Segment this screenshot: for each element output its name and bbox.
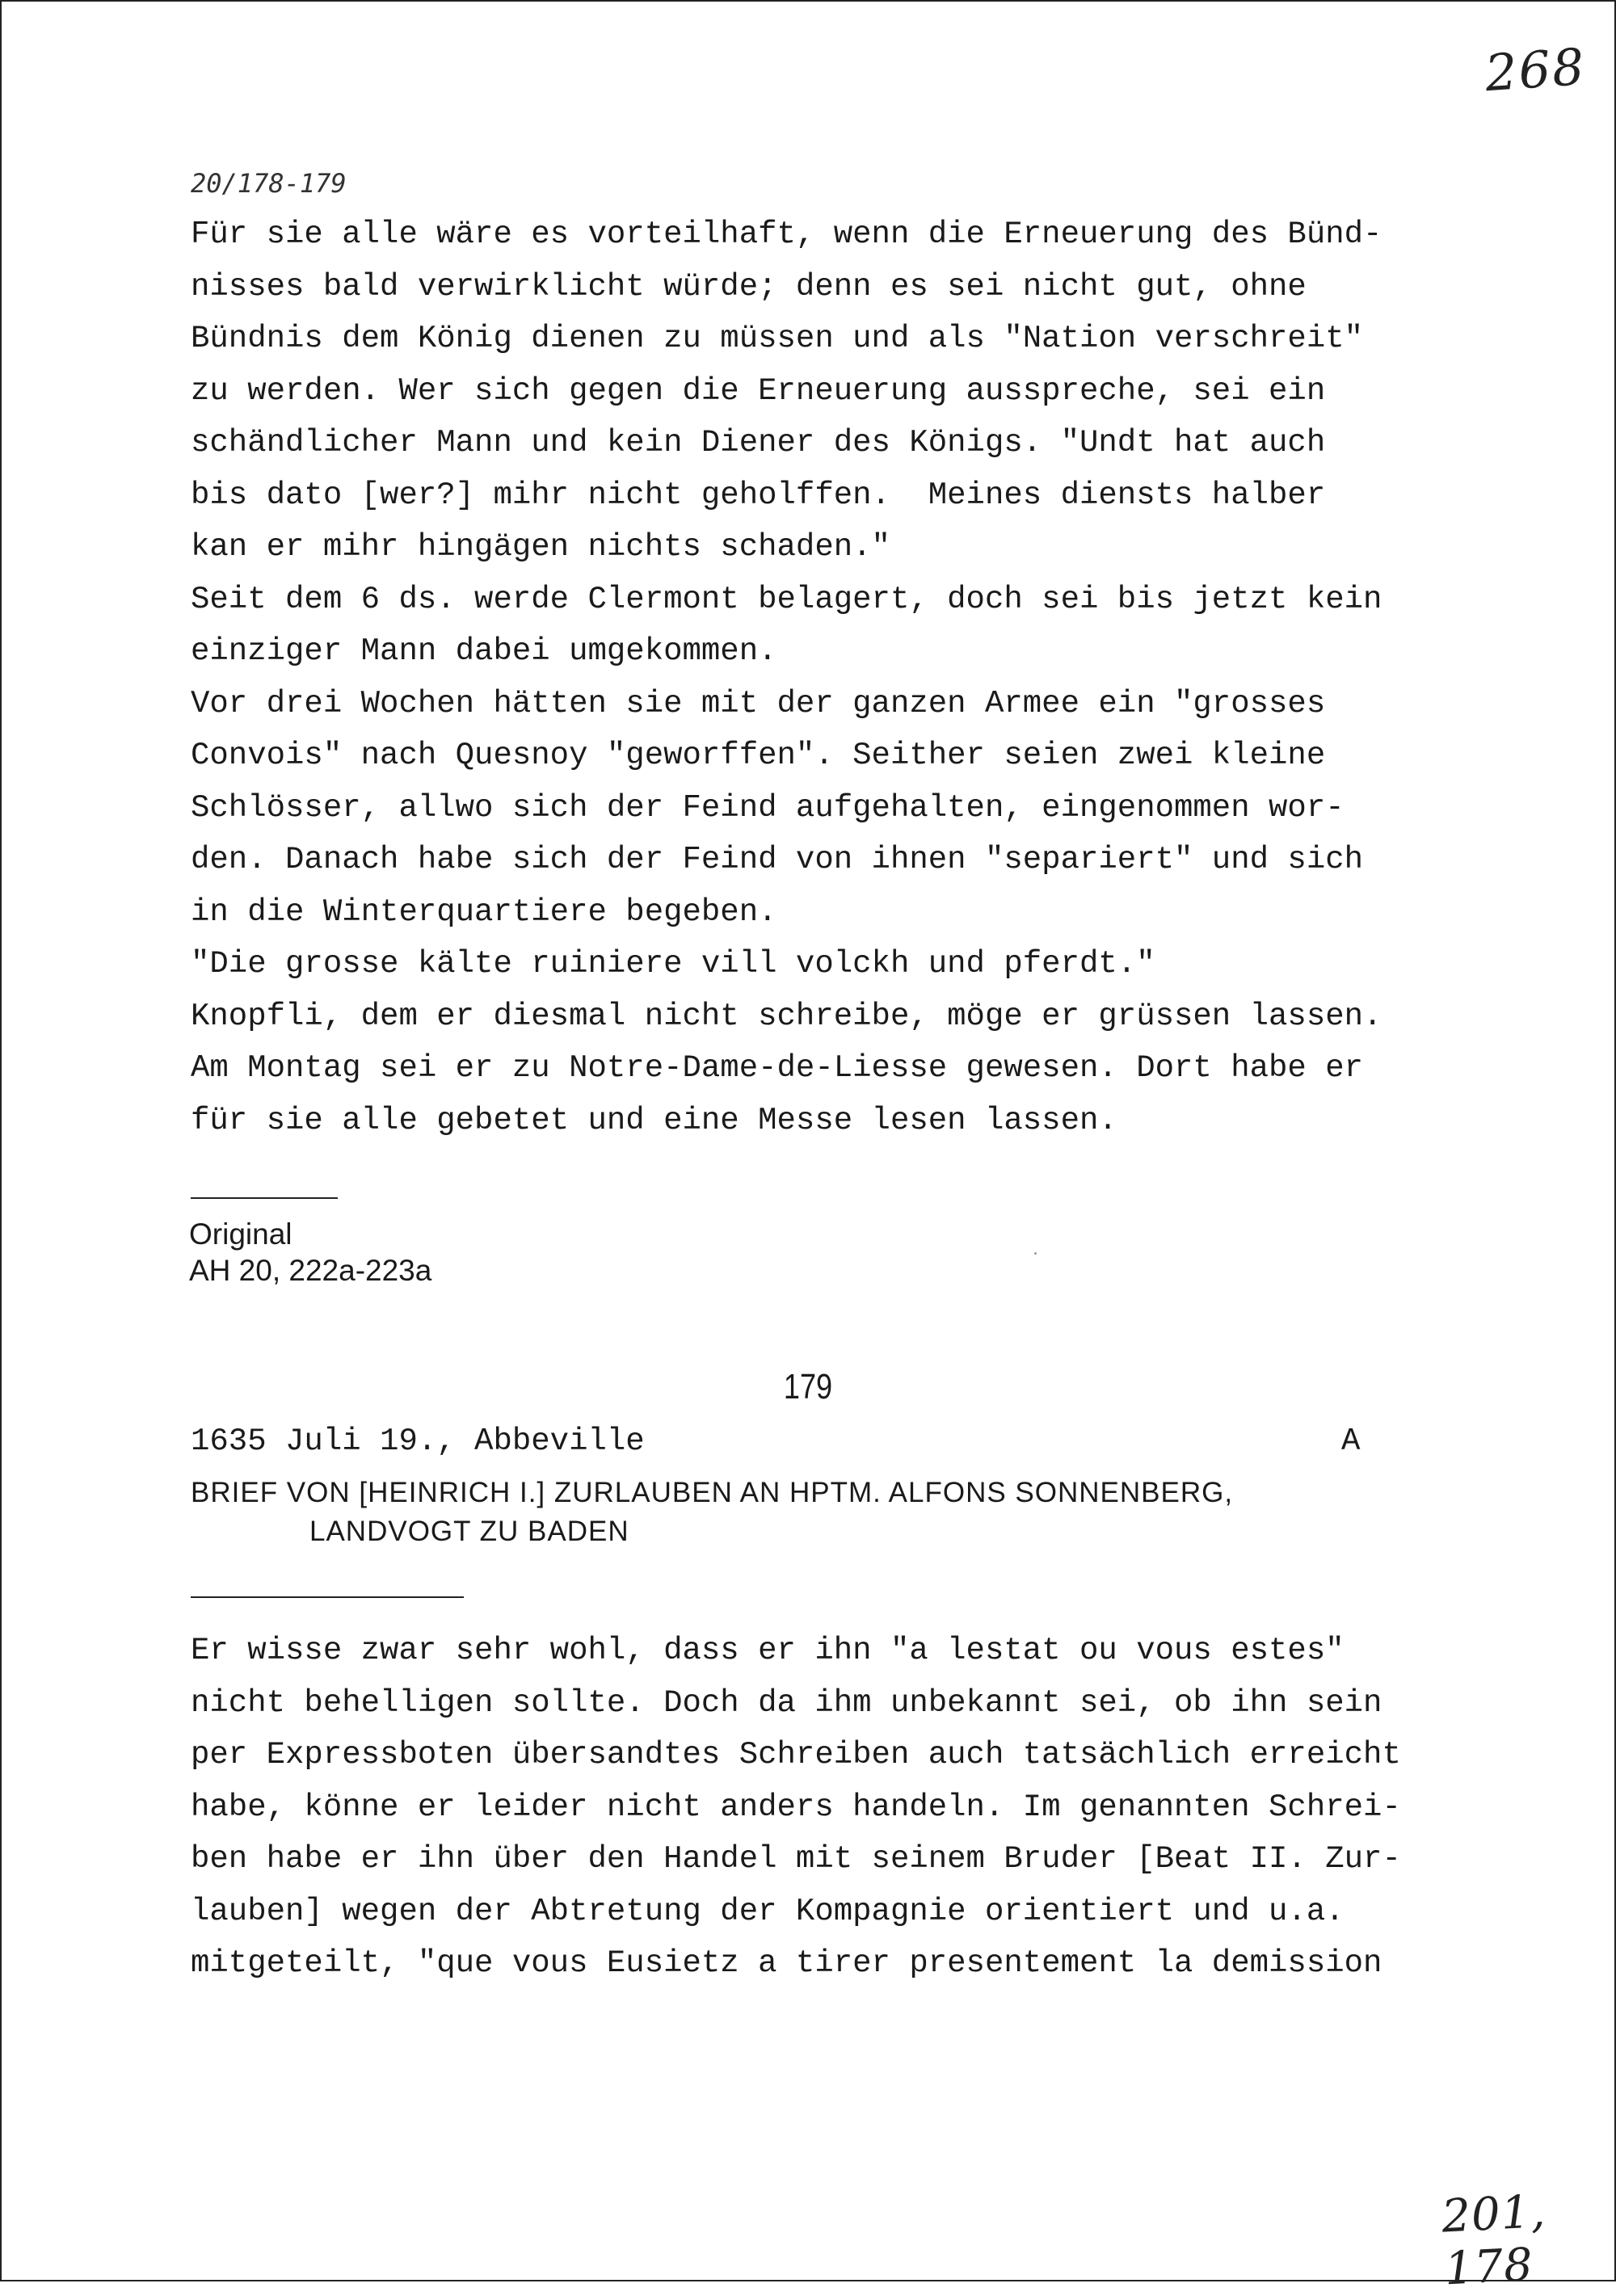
source-citation: AH 20, 222a-223a xyxy=(189,1254,432,1287)
text-line: Seit dem 6 ds. werde Clermont belagert, doch sei bis jetzt kein xyxy=(191,581,1382,617)
text-line: Convois" nach Quesnoy "geworffen". Seither seien zwei kleine xyxy=(191,738,1326,773)
archive-stamp: 201, 178 xyxy=(1440,2185,1547,2296)
document-reference: 20/178-179 xyxy=(191,168,347,199)
text-line: nicht behelligen sollte. Doch da ihm unbekannt sei, ob ihn sein xyxy=(191,1684,1382,1721)
version-letter: A xyxy=(1341,1423,1361,1459)
text-line: in die Winterquartiere begeben. xyxy=(191,894,777,930)
text-line: für sie alle gebetet und eine Messe lesen lassen. xyxy=(191,1102,1117,1138)
letter-heading: BRIEF VON [HEINRICH I.] ZURLAUBEN AN HPTM. ALFONS SONNENBERG, xyxy=(191,1477,1234,1508)
document-number: 179 xyxy=(783,1367,833,1407)
text-line: per Expressboten übersandtes Schreiben auch tatsächlich erreicht xyxy=(191,1737,1401,1772)
text-line: kan er mihr hingägen nichts schaden." xyxy=(191,529,890,565)
text-line: mitgeteilt, "que vous Eusietz a tirer presentement la demission xyxy=(191,1945,1382,1981)
text-line: Er wisse zwar sehr wohl, dass er ihn "a lestat ou vous estes" xyxy=(191,1633,1345,1668)
text-line: Am Montag sei er zu Notre-Dame-de-Liesse gewesen. Dort habe er xyxy=(191,1050,1364,1086)
scan-speck xyxy=(1034,1252,1037,1255)
text-line: habe, könne er leider nicht anders handeln. Im genannten Schrei- xyxy=(191,1789,1401,1825)
letter-heading-continued: LANDVOGT ZU BADEN xyxy=(309,1516,629,1547)
text-line: schändlicher Mann und kein Diener des Königs. "Undt hat auch xyxy=(191,425,1326,460)
doc178-text xyxy=(191,208,1382,1146)
folio-number: 268 xyxy=(1483,36,1588,103)
source-note xyxy=(189,1216,431,1289)
text-line: nisses bald verwirklicht würde; denn es sei nicht gut, ohne xyxy=(191,268,1307,305)
text-line: zu werden. Wer sich gegen die Erneuerung ausspreche, sei ein xyxy=(191,372,1326,409)
text-line: Schlösser, allwo sich der Feind aufgehalten, eingenommen wor- xyxy=(191,789,1345,826)
source-label: Original xyxy=(189,1217,292,1251)
doc179-text xyxy=(191,1625,1401,1990)
text-line: "Die grosse kälte ruiniere vill volckh und pferdt." xyxy=(191,946,1155,982)
text-line: den. Danach habe sich der Feind von ihnen "separiert" und sich xyxy=(191,842,1364,877)
heading-divider xyxy=(191,1596,464,1598)
footnote-divider xyxy=(191,1197,338,1199)
text-line: Bündnis dem König dienen zu müssen und als "Nation verschreit" xyxy=(191,321,1364,356)
text-line: lauben] wegen der Abtretung der Kompagnie orientiert und u.a. xyxy=(191,1893,1345,1929)
text-line: ben habe er ihn über den Handel mit seinem Bruder [Beat II. Zur- xyxy=(191,1841,1401,1877)
text-line: bis dato [wer?] mihr nicht geholffen. Meines diensts halber xyxy=(191,477,1326,513)
dateline: 1635 Juli 19., Abbeville xyxy=(191,1423,645,1459)
text-line: einziger Mann dabei umgekommen. xyxy=(191,633,777,669)
text-line: Vor drei Wochen hätten sie mit der ganzen Armee ein "grosses xyxy=(191,685,1326,721)
text-line: Für sie alle wäre es vorteilhaft, wenn die Erneuerung des Bünd- xyxy=(191,217,1382,252)
text-line: Knopfli, dem er diesmal nicht schreibe, möge er grüssen lassen. xyxy=(191,998,1382,1034)
